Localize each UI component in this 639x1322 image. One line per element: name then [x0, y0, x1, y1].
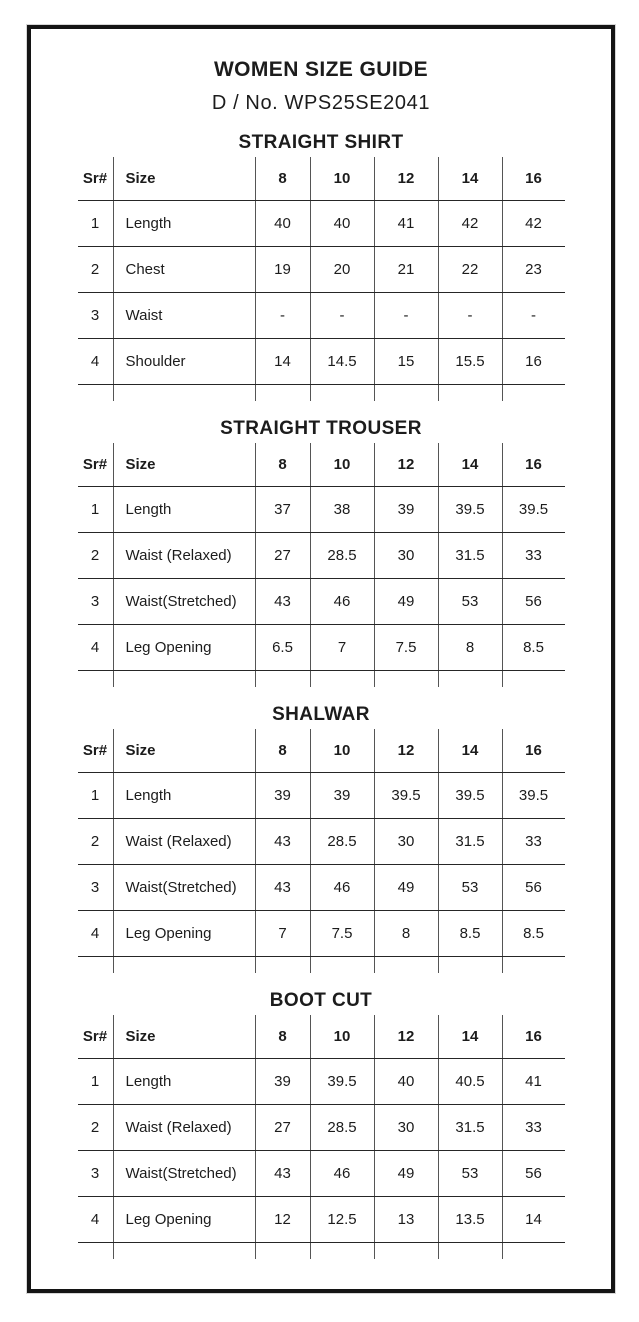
header-cell: Size	[113, 443, 255, 486]
table-row	[78, 1059, 565, 1105]
tail-cell	[374, 1243, 438, 1259]
table-header-row	[78, 157, 565, 201]
header-cell: 8	[255, 157, 310, 200]
size-value-cell: 8	[438, 625, 502, 670]
size-value-cell: 39	[374, 487, 438, 532]
size-value-cell: 7.5	[374, 625, 438, 670]
table-row	[78, 533, 565, 579]
size-value-cell: -	[310, 293, 374, 338]
size-value-cell: 14	[255, 339, 310, 384]
size-value-cell: 7.5	[310, 911, 374, 956]
size-value-cell: 8.5	[438, 911, 502, 956]
size-table	[78, 729, 565, 973]
size-value-cell: 38	[310, 487, 374, 532]
measurement-label-cell: Waist(Stretched)	[113, 579, 255, 624]
header-cell: 12	[374, 443, 438, 486]
header-cell: 14	[438, 443, 502, 486]
measurement-label-cell: Waist(Stretched)	[113, 865, 255, 910]
tail-cell	[374, 957, 438, 973]
table-title: SHALWAR	[272, 704, 370, 725]
tail-cell	[310, 671, 374, 687]
size-value-cell: 39	[255, 1059, 310, 1104]
header-cell: 14	[438, 1015, 502, 1058]
size-value-cell: 33	[502, 819, 565, 864]
size-table-section	[31, 989, 611, 1259]
size-value-cell: 42	[438, 201, 502, 246]
header-cell: 12	[374, 729, 438, 772]
size-value-cell: 13.5	[438, 1197, 502, 1242]
size-value-cell: 43	[255, 819, 310, 864]
size-value-cell: 56	[502, 579, 565, 624]
tail-cell	[310, 957, 374, 973]
tail-cell	[113, 957, 255, 973]
header-cell: 10	[310, 157, 374, 200]
size-value-cell: 31.5	[438, 819, 502, 864]
table-row	[78, 1197, 565, 1243]
row-number-cell: 2	[90, 1119, 100, 1136]
tail-cell	[502, 385, 565, 401]
size-value-cell: 8	[374, 911, 438, 956]
size-value-cell: 43	[255, 1151, 310, 1196]
header-cell: Sr#	[82, 742, 108, 759]
page-frame	[27, 25, 615, 1293]
size-value-cell: 37	[255, 487, 310, 532]
table-row	[78, 247, 565, 293]
tail-cell	[310, 1243, 374, 1259]
size-value-cell: 49	[374, 579, 438, 624]
tail-cell	[502, 957, 565, 973]
tail-cell	[310, 385, 374, 401]
tail-cell	[78, 1243, 113, 1259]
header-cell: 16	[502, 1015, 565, 1058]
size-value-cell: 14.5	[310, 339, 374, 384]
tail-cell	[438, 385, 502, 401]
tail-cell	[255, 1243, 310, 1259]
tail-cell	[113, 385, 255, 401]
size-value-cell: 13	[374, 1197, 438, 1242]
size-value-cell: 49	[374, 865, 438, 910]
size-value-cell: 8.5	[502, 625, 565, 670]
size-value-cell: 43	[255, 865, 310, 910]
table-tail-row	[78, 385, 565, 401]
size-value-cell: 16	[502, 339, 565, 384]
size-value-cell: 31.5	[438, 533, 502, 578]
size-value-cell: 41	[502, 1059, 565, 1104]
size-value-cell: 12	[255, 1197, 310, 1242]
design-number: D / No. WPS25SE2041	[211, 92, 431, 114]
row-number-cell: 3	[90, 307, 100, 324]
table-row	[78, 487, 565, 533]
tail-cell	[255, 671, 310, 687]
size-value-cell: 40	[374, 1059, 438, 1104]
size-value-cell: 39	[255, 773, 310, 818]
tail-cell	[255, 957, 310, 973]
tail-cell	[438, 957, 502, 973]
measurement-label-cell: Length	[113, 487, 255, 532]
size-value-cell: 7	[310, 625, 374, 670]
size-value-cell: 46	[310, 579, 374, 624]
tail-cell	[78, 385, 113, 401]
table-header-row	[78, 729, 565, 773]
row-number-cell: 4	[90, 1211, 100, 1228]
tail-cell	[502, 671, 565, 687]
header-cell: Sr#	[82, 1028, 108, 1045]
measurement-label-cell: Waist (Relaxed)	[113, 533, 255, 578]
table-title: STRAIGHT SHIRT	[238, 132, 404, 153]
row-number-cell: 2	[90, 833, 100, 850]
size-value-cell: 39	[310, 773, 374, 818]
size-value-cell: 53	[438, 579, 502, 624]
row-number-cell: 2	[90, 547, 100, 564]
tail-cell	[374, 671, 438, 687]
header-cell: 12	[374, 157, 438, 200]
size-value-cell: 6.5	[255, 625, 310, 670]
size-value-cell: 12.5	[310, 1197, 374, 1242]
size-value-cell: 28.5	[310, 533, 374, 578]
header-cell: 8	[255, 443, 310, 486]
header-cell: 12	[374, 1015, 438, 1058]
tail-cell	[438, 671, 502, 687]
tail-cell	[438, 1243, 502, 1259]
size-value-cell: 19	[255, 247, 310, 292]
tail-cell	[502, 1243, 565, 1259]
size-tables	[31, 131, 611, 1259]
size-value-cell: 27	[255, 533, 310, 578]
measurement-label-cell: Length	[113, 1059, 255, 1104]
size-value-cell: 28.5	[310, 819, 374, 864]
size-value-cell: 33	[502, 1105, 565, 1150]
size-value-cell: 46	[310, 865, 374, 910]
table-tail-row	[78, 957, 565, 973]
row-number-cell: 4	[90, 925, 100, 942]
size-value-cell: 39.5	[502, 487, 565, 532]
header-cell: Size	[113, 157, 255, 200]
header-cell: 16	[502, 729, 565, 772]
size-value-cell: 49	[374, 1151, 438, 1196]
size-value-cell: 56	[502, 1151, 565, 1196]
size-value-cell: 41	[374, 201, 438, 246]
header-cell: Sr#	[82, 456, 108, 473]
size-value-cell: 40	[310, 201, 374, 246]
size-value-cell: 31.5	[438, 1105, 502, 1150]
size-value-cell: -	[255, 293, 310, 338]
table-header-row	[78, 1015, 565, 1059]
size-value-cell: 14	[502, 1197, 565, 1242]
measurement-label-cell: Waist	[113, 293, 255, 338]
size-value-cell: 30	[374, 533, 438, 578]
measurement-label-cell: Waist (Relaxed)	[113, 1105, 255, 1150]
table-row	[78, 201, 565, 247]
measurement-label-cell: Shoulder	[113, 339, 255, 384]
size-value-cell: 28.5	[310, 1105, 374, 1150]
row-number-cell: 1	[90, 1073, 100, 1090]
size-value-cell: 27	[255, 1105, 310, 1150]
tail-cell	[78, 957, 113, 973]
row-number-cell: 3	[90, 1165, 100, 1182]
size-value-cell: 8.5	[502, 911, 565, 956]
header-cell: Size	[113, 729, 255, 772]
size-value-cell: 39.5	[374, 773, 438, 818]
tail-cell	[255, 385, 310, 401]
measurement-label-cell: Length	[113, 201, 255, 246]
size-table	[78, 157, 565, 401]
size-value-cell: 40	[255, 201, 310, 246]
size-value-cell: -	[438, 293, 502, 338]
row-number-cell: 3	[90, 879, 100, 896]
page-title: WOMEN SIZE GUIDE	[213, 58, 429, 81]
table-row	[78, 865, 565, 911]
size-value-cell: 39.5	[438, 773, 502, 818]
size-value-cell: -	[374, 293, 438, 338]
size-value-cell: 30	[374, 819, 438, 864]
header-cell: 16	[502, 157, 565, 200]
size-value-cell: 21	[374, 247, 438, 292]
size-value-cell: -	[502, 293, 565, 338]
size-table	[78, 443, 565, 687]
row-number-cell: 3	[90, 593, 100, 610]
tail-cell	[113, 671, 255, 687]
header-cell: Size	[113, 1015, 255, 1058]
header-cell: 8	[255, 1015, 310, 1058]
row-number-cell: 1	[90, 215, 100, 232]
table-row	[78, 579, 565, 625]
table-header-row	[78, 443, 565, 487]
measurement-label-cell: Chest	[113, 247, 255, 292]
size-value-cell: 22	[438, 247, 502, 292]
size-table-section	[31, 131, 611, 401]
measurement-label-cell: Leg Opening	[113, 1197, 255, 1242]
size-value-cell: 53	[438, 1151, 502, 1196]
size-guide-document	[31, 29, 611, 1259]
table-row	[78, 293, 565, 339]
size-value-cell: 46	[310, 1151, 374, 1196]
size-value-cell: 42	[502, 201, 565, 246]
row-number-cell: 2	[90, 261, 100, 278]
size-value-cell: 7	[255, 911, 310, 956]
size-table-section	[31, 703, 611, 973]
size-value-cell: 39.5	[438, 487, 502, 532]
size-value-cell: 15	[374, 339, 438, 384]
table-row	[78, 1151, 565, 1197]
size-table	[78, 1015, 565, 1259]
measurement-label-cell: Waist(Stretched)	[113, 1151, 255, 1196]
table-row	[78, 339, 565, 385]
table-row	[78, 625, 565, 671]
table-tail-row	[78, 1243, 565, 1259]
tail-cell	[374, 385, 438, 401]
size-value-cell: 53	[438, 865, 502, 910]
measurement-label-cell: Length	[113, 773, 255, 818]
tail-cell	[78, 671, 113, 687]
header-cell: Sr#	[82, 170, 108, 187]
size-value-cell: 56	[502, 865, 565, 910]
size-value-cell: 23	[502, 247, 565, 292]
table-title: BOOT CUT	[269, 990, 373, 1011]
size-value-cell: 33	[502, 533, 565, 578]
header-cell: 10	[310, 443, 374, 486]
size-value-cell: 40.5	[438, 1059, 502, 1104]
header-cell: 14	[438, 157, 502, 200]
size-value-cell: 39.5	[502, 773, 565, 818]
measurement-label-cell: Waist (Relaxed)	[113, 819, 255, 864]
size-value-cell: 43	[255, 579, 310, 624]
header-cell: 16	[502, 443, 565, 486]
size-value-cell: 20	[310, 247, 374, 292]
table-title: STRAIGHT TROUSER	[220, 418, 422, 439]
table-row	[78, 1105, 565, 1151]
size-value-cell: 15.5	[438, 339, 502, 384]
header-cell: 14	[438, 729, 502, 772]
row-number-cell: 1	[90, 501, 100, 518]
row-number-cell: 4	[90, 639, 100, 656]
table-row	[78, 911, 565, 957]
measurement-label-cell: Leg Opening	[113, 625, 255, 670]
table-tail-row	[78, 671, 565, 687]
header-cell: 10	[310, 729, 374, 772]
header-cell: 10	[310, 1015, 374, 1058]
row-number-cell: 4	[90, 353, 100, 370]
size-table-section	[31, 417, 611, 687]
table-row	[78, 773, 565, 819]
measurement-label-cell: Leg Opening	[113, 911, 255, 956]
size-value-cell: 39.5	[310, 1059, 374, 1104]
tail-cell	[113, 1243, 255, 1259]
row-number-cell: 1	[90, 787, 100, 804]
table-row	[78, 819, 565, 865]
header-cell: 8	[255, 729, 310, 772]
size-value-cell: 30	[374, 1105, 438, 1150]
